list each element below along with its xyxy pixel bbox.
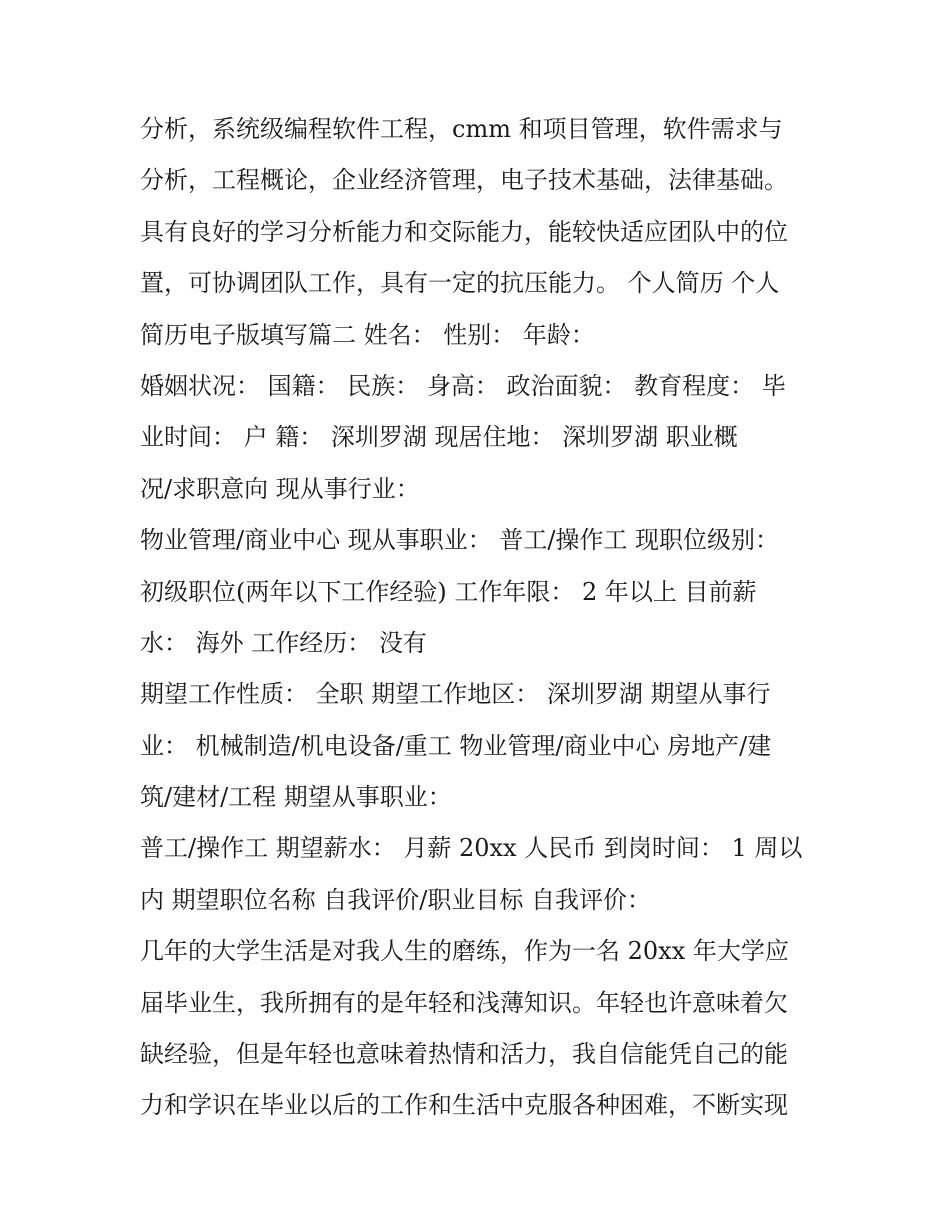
text-line: 物业管理/商业中心 现从事职业： 普工/操作工 现职位级别： xyxy=(140,526,780,555)
text-line: 筑/建材/工程 期望从事职业： xyxy=(140,783,452,812)
text-line: 业时间： 户 籍： 深圳罗湖 现居住地： 深圳罗湖 职业概 xyxy=(140,423,738,452)
text-line: 几年的大学生活是对我人生的磨练，作为一名 20xx 年大学应 xyxy=(140,937,789,966)
text-line: 期望工作性质： 全职 期望工作地区： 深圳罗湖 期望从事行 xyxy=(140,680,771,709)
text-line: 况/求职意向 现从事行业： xyxy=(140,474,420,503)
text-line: 届毕业生，我所拥有的是年轻和浅薄知识。年轻也许意味着欠 xyxy=(140,988,788,1017)
text-line: 力和学识在毕业以后的工作和生活中克服各种困难，不断实现 xyxy=(140,1091,788,1120)
body-text xyxy=(140,104,830,1132)
text-line: 内 期望职位名称 自我评价/职业目标 自我评价： xyxy=(140,885,651,914)
text-line: 具有良好的学习分析能力和交际能力，能较快适应团队中的位 xyxy=(140,217,788,246)
text-line: 分析，工程概论，企业经济管理，电子技术基础，法律基础。 xyxy=(140,166,788,195)
text-line: 婚姻状况： 国籍： 民族： 身高： 政治面貌： 教育程度： 毕 xyxy=(140,371,786,400)
text-line: 分析，系统级编程软件工程，cmm 和项目管理，软件需求与 xyxy=(140,115,783,143)
text-line: 业： 机械制造/机电设备/重工 物业管理/商业中心 房地产/建 xyxy=(140,731,772,760)
text-line: 缺经验，但是年轻也意味着热情和活力，我自信能凭自己的能 xyxy=(140,1040,788,1069)
text-line: 置，可协调团队工作，具有一定的抗压能力。 个人简历 个人 xyxy=(140,269,780,298)
text-line: 初级职位(两年以下工作经验) 工作年限： 2 年以上 目前薪 xyxy=(140,577,757,606)
text-line: 普工/操作工 期望薪水： 月薪 20xx 人民币 到岗时间： 1 周以 xyxy=(140,834,803,863)
text-line: 简历电子版填写篇二 姓名： 性别： 年龄： xyxy=(140,320,595,349)
text-line: 水： 海外 工作经历： 没有 xyxy=(140,628,427,657)
